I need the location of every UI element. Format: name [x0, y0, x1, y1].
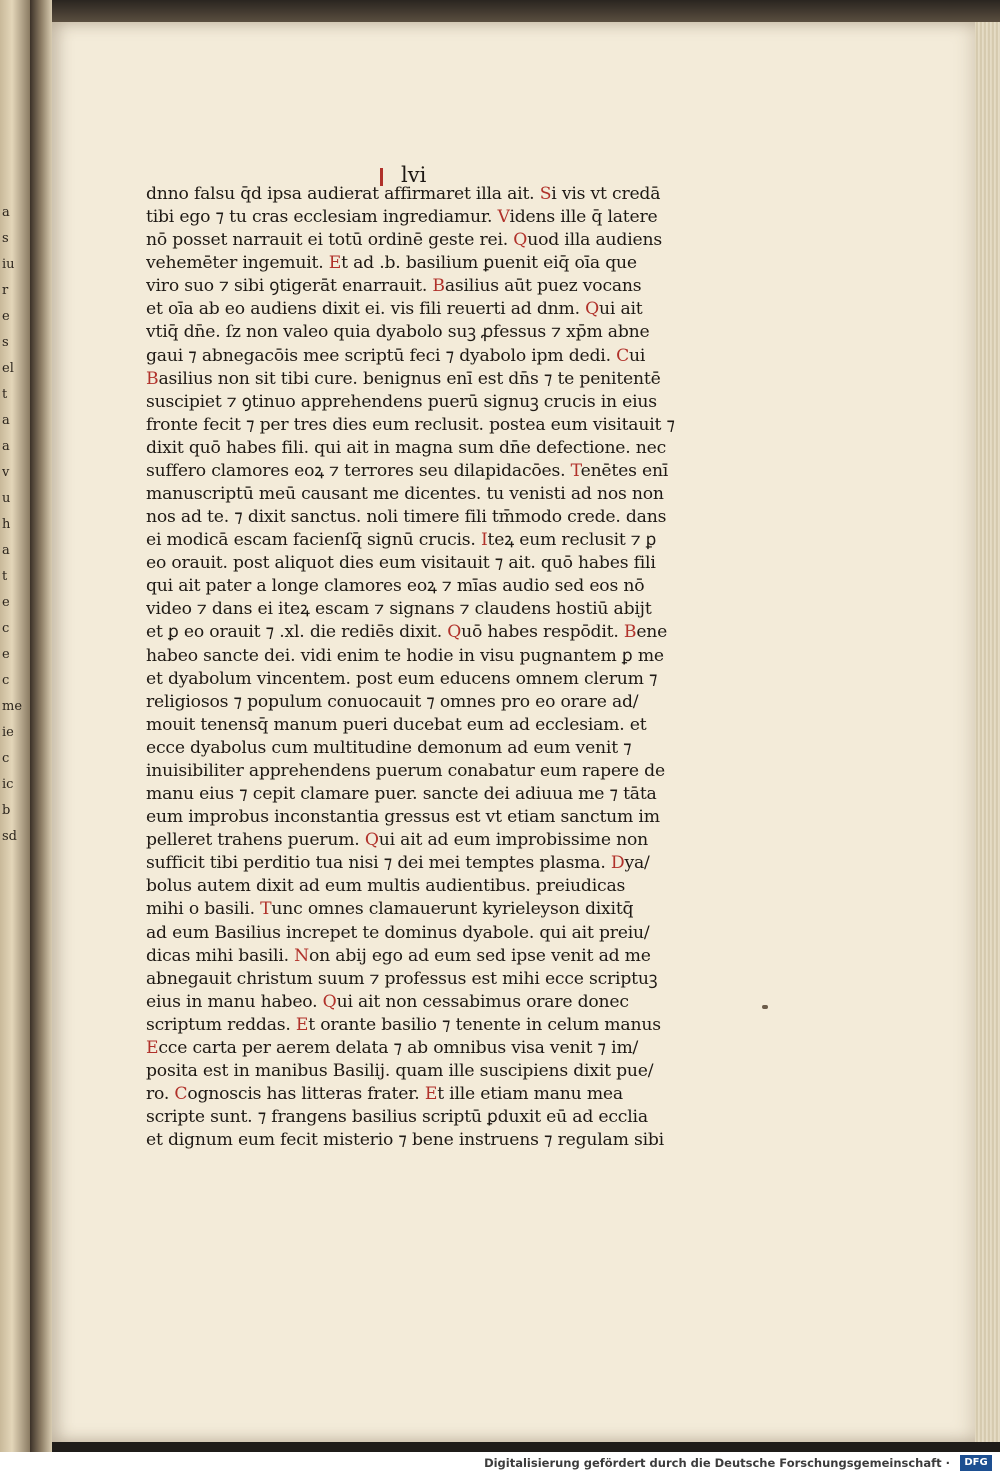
left-page-fragment: e	[2, 595, 10, 610]
left-page-fragment: c	[2, 673, 10, 688]
text-line: ecce dyabolus cum multitudine demonum ad eum venit ⁊	[146, 737, 632, 758]
text-line: nō posset narrauit ei totū ordinē geste rei. Quod illa audiens	[146, 230, 662, 251]
text-line: Ecce carta per aerem delata ⁊ ab omnibus visa venit ⁊ im/	[146, 1037, 639, 1058]
left-page-fragment: el	[2, 361, 14, 376]
left-page-fragment: v	[2, 465, 10, 480]
text-line: qui ait pater a longe clamores eoꝝ ⁊ mīas audio sed eos nō	[146, 576, 645, 597]
left-page-fragment: h	[2, 517, 11, 532]
text-line: viro suo ⁊ sibi ꝯtigerāt enarrauit. Basilius aūt puez vocans	[146, 276, 642, 297]
text-line: vtiq̄ dn̄e. ſz non valeo quia dyabolo suꝫ ꝓfessus ⁊ xp̄m abne	[146, 322, 650, 343]
scan-top-border	[52, 0, 1000, 22]
book-gutter	[30, 0, 52, 1474]
left-page-fragment: a	[2, 439, 10, 454]
text-line: et ꝑ eo orauit ⁊ .xl. die rediēs dixit. Quō habes respōdit. Bene	[146, 622, 668, 643]
left-page-fragment: r	[2, 283, 9, 298]
page-stack-edge	[975, 22, 1000, 1442]
text-line: mihi o basili. Tunc omnes clamauerunt kyrieleyson dixitq̄	[146, 899, 634, 920]
dfg-logo: DFG	[960, 1455, 992, 1471]
text-line: nos ad te. ⁊ dixit sanctus. noli timere fili tm̄modo crede. dans	[146, 507, 667, 528]
text-line: et dyabolum vincentem. post eum educens omnem clerum ⁊	[146, 668, 658, 689]
text-line: sufficit tibi perditio tua nisi ⁊ dei mei temptes plasma. Dya/	[146, 853, 650, 874]
left-page-fragment: ic	[2, 777, 14, 792]
left-page-edge	[0, 0, 30, 1474]
left-page-fragment: e	[2, 309, 10, 324]
paper-speck	[762, 1005, 768, 1009]
left-page-fragment: t	[2, 387, 8, 402]
text-line: inuisibiliter apprehendens puerum conabatur eum rapere de	[146, 760, 665, 781]
folio-label: lvi	[401, 163, 427, 187]
text-line: vehemēter ingemuit. Et ad .b. basilium ꝑuenit eiq̄ oīa que	[146, 253, 637, 274]
text-line: video ⁊ dans ei iteꝝ escam ⁊ signans ⁊ claudens hostiū abijt	[146, 599, 652, 620]
left-page-fragment: e	[2, 647, 10, 662]
text-line: dicas mihi basili. Non abij ego ad eum sed ipse venit ad me	[146, 945, 651, 966]
left-page-fragment: b	[2, 803, 11, 818]
text-line: scripte sunt. ⁊ frangens basilius scriptū ꝑduxit eū ad ecclia	[146, 1107, 648, 1128]
left-page-fragment: s	[2, 335, 9, 350]
footer-bar	[0, 1452, 1000, 1474]
text-line: eius in manu habeo. Qui ait non cessabimus orare donec	[146, 991, 629, 1012]
left-page-text-fragments	[2, 200, 26, 850]
left-page-fragment: c	[2, 751, 10, 766]
text-line: et oīa ab eo audiens dixit ei. vis fili reuerti ad dnm. Qui ait	[146, 299, 643, 320]
text-line: suffero clamores eoꝝ ⁊ terrores seu dilapidacōes. Tenētes enī	[146, 460, 669, 481]
left-page-fragment: iu	[2, 257, 15, 272]
left-page-fragment: ie	[2, 725, 14, 740]
text-line: manu eius ⁊ cepit clamare puer. sancte dei adiuua me ⁊ tāta	[146, 784, 657, 805]
text-line: ro. Cognoscis has litteras frater. Et ille etiam manu mea	[146, 1084, 623, 1105]
left-page-fragment: a	[2, 205, 10, 220]
text-line: gaui ⁊ abnegacōis mee scriptū feci ⁊ dyabolo ipm dedi. Cui	[146, 345, 646, 366]
main-text-column	[146, 183, 691, 1152]
text-line: religiosos ⁊ populum conuocauit ⁊ omnes pro eo orare ad/	[146, 691, 639, 712]
text-line: eum improbus inconstantia gressus est vt etiam sanctum im	[146, 807, 660, 828]
text-line: ad eum Basilius increpet te dominus dyabole. qui ait preiu/	[146, 922, 650, 943]
text-line: scriptum reddas. Et orante basilio ⁊ tenente in celum manus	[146, 1014, 661, 1035]
left-page-fragment: u	[2, 491, 11, 506]
text-line: mouit tenensq̄ manum pueri ducebat eum ad ecclesiam. et	[146, 714, 647, 735]
text-line: bolus autem dixit ad eum multis audientibus. preiudicas	[146, 876, 626, 897]
left-page-fragment: a	[2, 413, 10, 428]
text-line: suscipiet ⁊ ꝯtinuo apprehendens puerū signuꝫ crucis in eius	[146, 391, 657, 412]
text-line: dixit quō habes fili. qui ait in magna sum dn̄e defectione. nec	[146, 437, 667, 458]
text-line: eo orauit. post aliquot dies eum visitauit ⁊ ait. quō habes fili	[146, 553, 656, 574]
text-line: habeo sancte dei. vidi enim te hodie in visu pugnantem ꝑ me	[146, 645, 664, 666]
left-page-fragment: a	[2, 543, 10, 558]
left-page-fragment: me	[2, 699, 23, 714]
text-line: Basilius non sit tibi cure. benignus enī est dn̄s ⁊ te penitentē	[146, 368, 661, 389]
left-page-fragment: t	[2, 569, 8, 584]
text-line: pelleret trahens puerum. Qui ait ad eum improbissime non	[146, 830, 649, 851]
text-line: fronte fecit ⁊ per tres dies eum reclusit. postea eum visitauit ⁊	[146, 414, 675, 435]
text-line: manuscriptū meū causant me dicentes. tu venisti ad nos non	[146, 484, 664, 505]
funding-credit: Digitalisierung gefördert durch die Deutsche Forschungsgemeinschaft ·	[484, 1456, 950, 1470]
text-line: abnegauit christum suum ⁊ professus est mihi ecce scriptuꝫ	[146, 968, 658, 989]
text-line: dnno falsu q̄d ipsa audierat affirmaret illa ait. Si vis vt credā	[146, 184, 661, 204]
left-page-fragment: s	[2, 231, 9, 246]
text-line: et dignum eum fecit misterio ⁊ bene instruens ⁊ regulam sibi	[146, 1130, 664, 1151]
text-line: tibi ego ⁊ tu cras ecclesiam ingrediamur. Videns ille q̄ latere	[146, 207, 658, 228]
text-line: posita est in manibus Basilij. quam ille suscipiens dixit pue/	[146, 1060, 654, 1081]
left-page-fragment: c	[2, 621, 10, 636]
text-line: ei modicā escam facienſq̄ signū crucis. Iteꝝ eum reclusit ⁊ ꝑ	[146, 530, 657, 551]
left-page-fragment: sd	[2, 829, 17, 844]
